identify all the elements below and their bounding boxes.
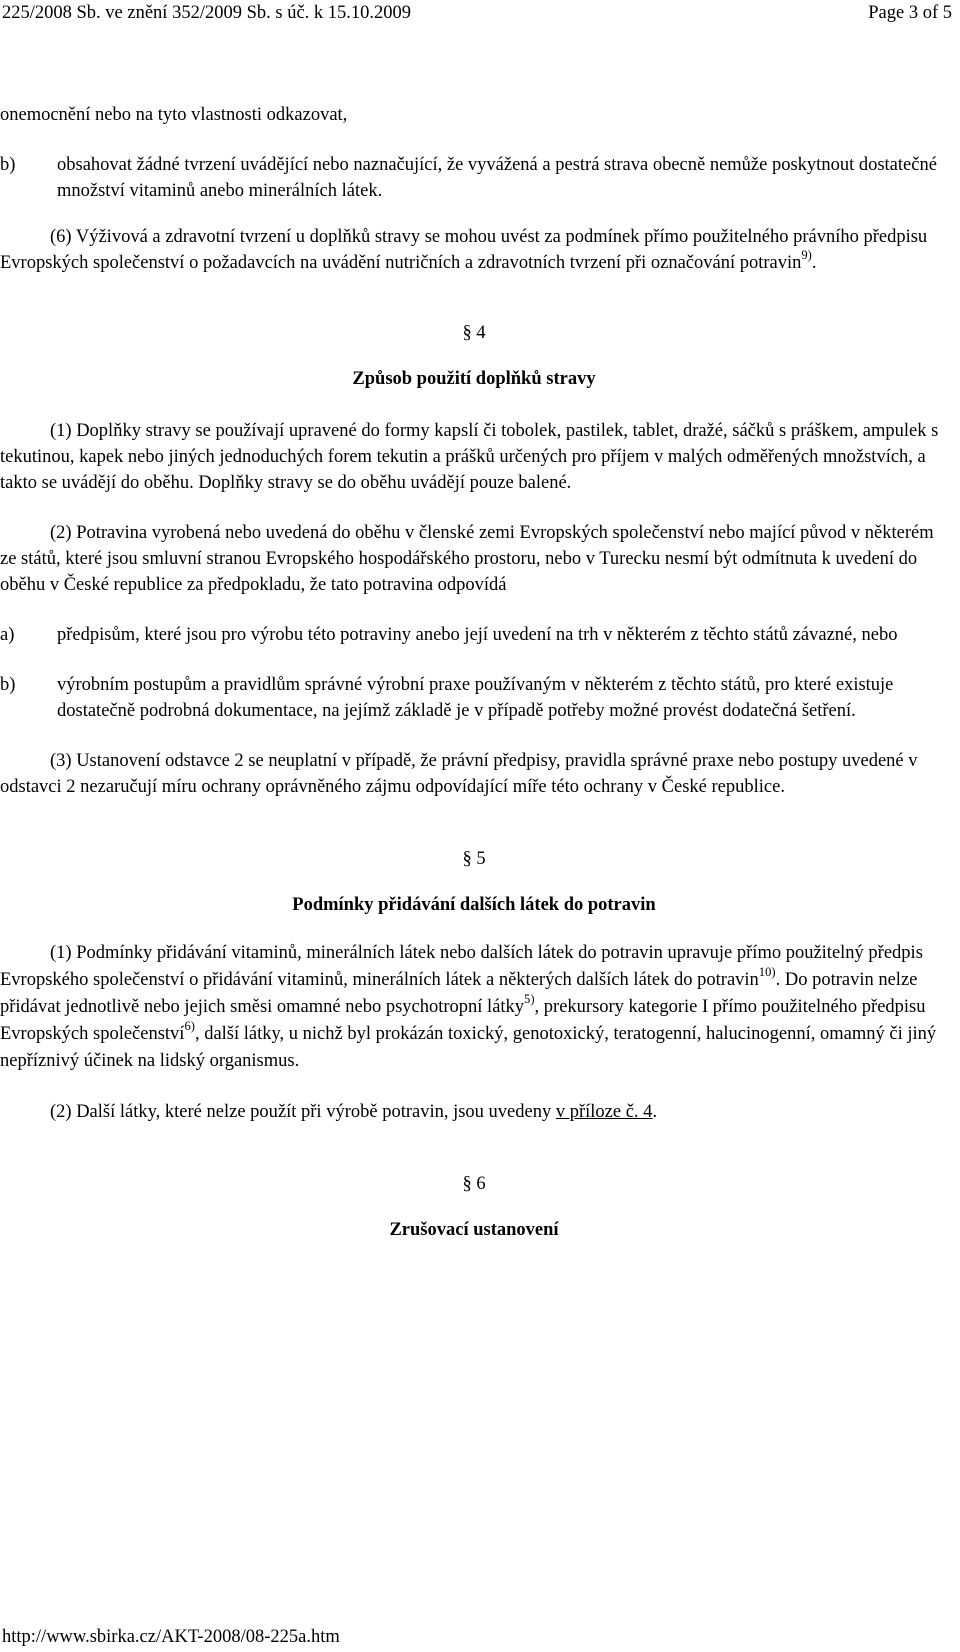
paragraph-6: [0, 224, 948, 276]
section-5-paragraph-2: [0, 1099, 948, 1125]
list-item-b: [0, 152, 948, 204]
page-header: [2, 0, 952, 26]
section-title: Zrušovací ustanovení: [389, 1220, 559, 1240]
list-item-b: [0, 672, 948, 724]
list-item-text: obsahovat žádné tvrzení uvádějící nebo naznačující, že vyvážená a pestrá strava obecně nemůže poskytnout dostatečné množství vitaminů anebo minerálních látek.: [57, 155, 937, 201]
list-item-a: [0, 622, 948, 648]
section-number: § 5: [462, 849, 486, 869]
continued-text: onemocnění nebo na tyto vlastnosti odkazovat,: [0, 105, 348, 125]
paragraph-text: (6) Výživová a zdravotní tvrzení u doplňků stravy se mohou uvést za podmínek přímo použitelného právního předpisu Evropských společenství o požadavcích na uvádění nutričních a zdravotních tvrzení při označování potravin: [0, 227, 928, 273]
paragraph-text: , další látky, u nichž byl prokázán toxický, genotoxický, teratogenní, halucinogenní, omamný či jiný nepříznivý účinek na lidský organismus.: [0, 1024, 937, 1071]
document-reference: 225/2008 Sb. ve znění 352/2009 Sb. s úč. k 15.10.2009: [2, 3, 412, 23]
list-marker: b): [0, 155, 16, 175]
page-footer-url: http://www.sbirka.cz/AKT-2008/08-225a.htm: [2, 1627, 340, 1647]
section-number: § 4: [462, 323, 486, 343]
page-number: Page 3 of 5: [868, 3, 952, 23]
paragraph-text: . Do potravin nelze přidávat jednotlivě nebo jejich směsi omamné nebo psychotropní látky: [0, 970, 918, 1017]
section-title: Způsob použití doplňků stravy: [352, 369, 596, 389]
document-body: [0, 102, 948, 1243]
list-marker: a): [0, 625, 15, 645]
list-marker: b): [0, 675, 16, 695]
footnote-ref: 10): [758, 964, 776, 979]
footnote-ref: 9): [801, 247, 812, 262]
paragraph-text: (2) Další látky, které nelze použít při výrobě potravin, jsou uvedeny: [50, 1102, 556, 1122]
paragraph-text: (1) Podmínky přidávání vitaminů, minerálních látek nebo dalších látek do potravin upravuje přímo použitelný předpis Evropského společenství o přidávání vitaminů, minerálních látek a některých dalších látek do potravin: [0, 943, 923, 990]
paragraph-end: .: [811, 253, 817, 273]
section-4-paragraph-3: (3) Ustanovení odstavce 2 se neuplatní v případě, že právní předpisy, pravidla správné praxe nebo postupy uvedené v odstavci 2 nezaručují míru ochrany oprávněného zájmu odpovídající míře této ochrany v České republice.: [0, 751, 918, 797]
footnote-ref: 5): [524, 991, 535, 1006]
section-4-paragraph-1: (1) Doplňky stravy se používají upravené do formy kapslí či tobolek, pastilek, tablet, dražé, sáčků s práškem, ampulek s tekutinou, kapek nebo jiných jednoduchých forem tekutin a prášků určených pro příjem v malých odměřených množstvích, a takto se uvádějí do oběhu. Doplňky stravy se do oběhu uvádějí pouze balené.: [0, 421, 939, 493]
list-item-text: předpisům, které jsou pro výrobu této potraviny anebo její uvedení na trh v některém z těchto států závazné, nebo: [57, 625, 898, 645]
list-item-text: výrobním postupům a pravidlům správné výrobní praxe používaným v některém z těchto států, pro které existuje dostatečně podrobná dokumentace, na jejímž základě je v případě potřeby možné provést dodatečná šetření.: [57, 675, 894, 721]
section-5-paragraph-1: [0, 940, 948, 1075]
section-title: Podmínky přidávání dalších látek do potravin: [292, 895, 656, 915]
section-4-paragraph-2: (2) Potravina vyrobená nebo uvedená do oběhu v členské zemi Evropských společenství nebo mající původ v některém ze států, které jsou smluvní stranou Evropského hospodářského prostoru, nebo v Turecku nesmí být odmítnuta k uvedení do oběhu v České republice za předpokladu, že tato potravina odpovídá: [0, 523, 934, 595]
section-number: § 6: [462, 1174, 486, 1194]
paragraph-end: .: [652, 1102, 658, 1122]
annex-4-link[interactable]: v příloze č. 4: [555, 1102, 653, 1122]
paragraph-text: , prekursory kategorie I přímo použitelného předpisu Evropských společenství: [0, 997, 926, 1044]
footnote-ref: 6): [184, 1018, 195, 1033]
